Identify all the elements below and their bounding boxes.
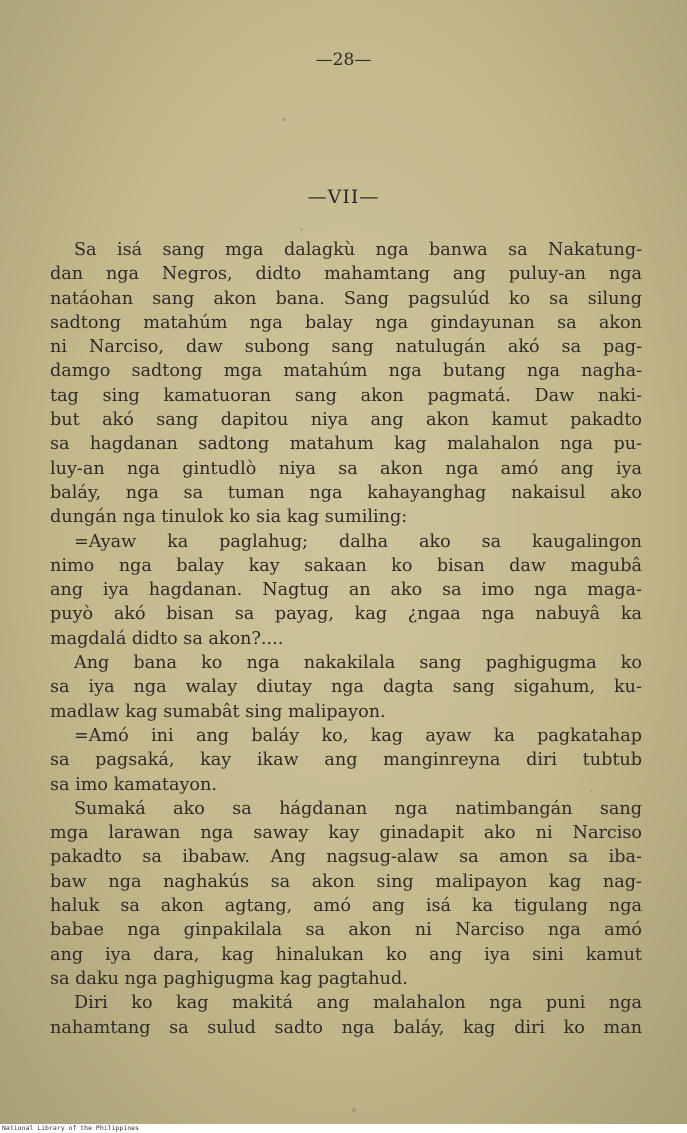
text-line: dungán nga tinulok ko sia kag sumiling: [50, 507, 408, 528]
text-line: pakadto sa ibabaw. Ang nagsug-alaw sa amon sa iba- [50, 847, 642, 868]
text-line: sa imo kamatayon. [50, 774, 217, 795]
body-text [50, 238, 642, 1040]
text-line: nimo nga balay kay sakaan ko bisan daw magubâ [50, 555, 642, 576]
paper-speck [300, 228, 303, 231]
text-line: damgo sadtong mga matahúm nga butang nga nagha- [50, 361, 642, 382]
text-line: but akó sang dapitou niya ang akon kamut pakadto [50, 410, 642, 431]
text-line: sadtong matahúm nga balay nga gindayunan sa akon [50, 312, 642, 333]
text-line: baw nga naghakús sa akon sing malipayon kag nag- [50, 871, 642, 892]
text-line: Ang bana ko nga nakakilala sang paghigugma ko [74, 653, 642, 674]
paragraph [50, 530, 642, 651]
text-line: ang iya hagdanan. Nagtug an ako sa imo nga maga- [50, 580, 642, 601]
text-line: luy-an nga gintudlò niya sa akon nga amó ang iya [50, 458, 642, 479]
text-line: =Amó ini ang baláy ko, kag ayaw ka pagkatahap [74, 725, 642, 746]
library-credit: National Library of the Philippines [2, 1124, 139, 1132]
text-line: mga larawan nga saway kay ginadapit ako ni Narciso [50, 823, 642, 844]
paragraph [50, 991, 642, 1040]
text-line: sa iya nga walay diutay nga dagta sang sigahum, ku- [50, 677, 642, 698]
paragraph [50, 797, 642, 991]
text-line: sa daku nga paghigugma kag pagtahud. [50, 968, 408, 989]
text-line: haluk sa akon agtang, amó ang isá ka tigulang nga [50, 896, 642, 917]
text-line: Diri ko kag makitá ang malahalon nga puni nga [74, 993, 642, 1014]
text-line: =Ayaw ka paglahug; dalha ako sa kaugalingon [74, 531, 642, 552]
paragraph [50, 238, 642, 530]
text-line: sa pagsaká, kay ikaw ang manginreyna diri tubtub [50, 750, 642, 771]
page-number: —28— [315, 50, 372, 70]
text-line: ang iya dara, kag hinalukan ko ang iya sini kamut [50, 944, 642, 965]
text-line: Sa isá sang mga dalagkù nga banwa sa Nakatung- [74, 240, 642, 260]
text-line: baláy, nga sa tuman nga kahayanghag nakaisul ako [50, 482, 642, 503]
text-line: natáohan sang akon bana. Sang pagsulúd ko sa silung [50, 288, 642, 309]
text-line: puyò akó bisan sa payag, kag ¿ngaa nga nabuyâ ka [50, 604, 642, 625]
text-line: Sumaká ako sa hágdanan nga natimbangán sang [74, 798, 642, 819]
chapter-heading: —VII— [307, 186, 380, 208]
text-line: nahamtang sa sulud sadto nga baláy, kag diri ko man [50, 1017, 642, 1038]
paragraph [50, 651, 642, 724]
text-line: sa hagdanan sadtong matahum kag malahalon nga pu- [50, 434, 642, 455]
text-line: magdalá didto sa akon?.... [50, 628, 284, 649]
paper-speck [352, 1108, 356, 1112]
paper-speck [282, 118, 286, 121]
paragraph [50, 724, 642, 797]
text-line: babae nga ginpakilala sa akon ni Narciso nga amó [50, 920, 642, 941]
text-line: madlaw kag sumabât sing malipayon. [50, 701, 386, 722]
text-line: ni Narciso, daw subong sang natulugán akó sa pag- [50, 337, 642, 358]
text-line: tag sing kamatuoran sang akon pagmatá. Daw naki- [50, 385, 642, 406]
paper-speck [590, 790, 593, 793]
text-line: dan nga Negros, didto mahamtang ang puluy-an nga [50, 264, 642, 285]
